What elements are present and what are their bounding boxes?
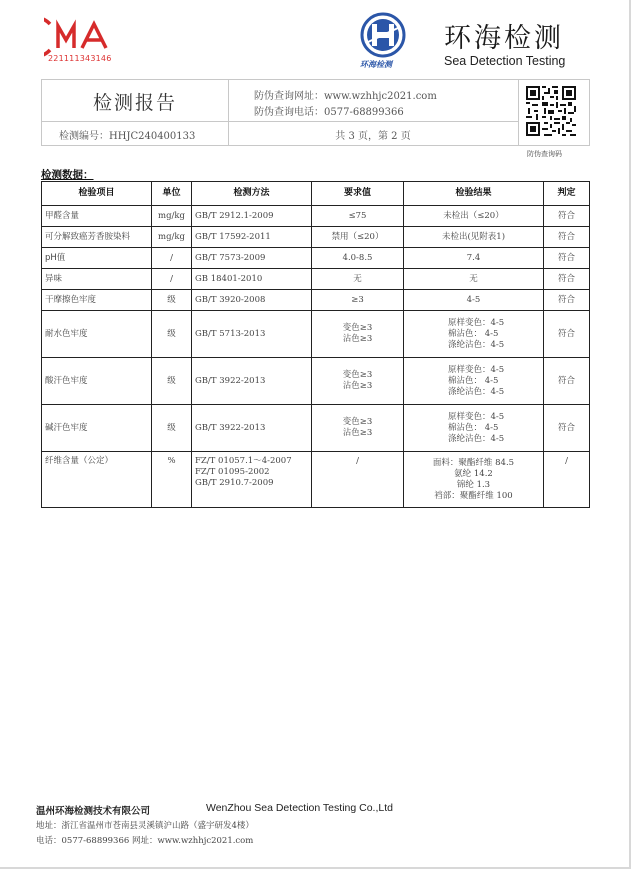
result-line: 涤纶沾色：4-5: [448, 386, 505, 397]
cma-certificate-number: 221111343146: [48, 54, 112, 63]
divider: [518, 80, 519, 145]
requirement-line: 变色≥3: [342, 370, 373, 380]
qr-code-icon: [526, 86, 576, 136]
requirement-line: 沾色≥3: [342, 428, 373, 438]
unit: 级: [152, 358, 192, 405]
report-title: 检测报告: [92, 92, 177, 114]
requirement: 4.0-8.5: [312, 248, 404, 269]
verify-url: 防伪查询网址：www.wzhhjc2021.com: [254, 91, 437, 102]
column-header: 检验结果: [404, 182, 544, 206]
table-row: [42, 311, 590, 358]
table-header-row: [42, 182, 590, 206]
requirement: [312, 405, 404, 452]
result: 未检出(见附表1): [404, 227, 544, 248]
brand-name-cn: 环海检测: [444, 23, 564, 54]
method: GB/T 3922-2013: [192, 405, 312, 452]
test-item: 纤维含量（公定）: [42, 452, 152, 508]
verdict: 符合: [544, 311, 590, 358]
unit: mg/kg: [152, 206, 192, 227]
brand-name-en: Sea Detection Testing: [444, 54, 566, 68]
result: [404, 311, 544, 358]
result-line: 裆部：聚酯纤维 100: [434, 490, 513, 501]
result: 未检出（≤20）: [404, 206, 544, 227]
footer-contact: 电话：0577-68899366 网址：www.wzhhjc2021.com: [36, 836, 254, 846]
verdict: 符合: [544, 248, 590, 269]
method: [192, 452, 312, 508]
requirement: /: [312, 452, 404, 508]
result-line: 原样变色：4-5: [448, 364, 505, 375]
table-row: [42, 269, 590, 290]
requirement-line: 沾色≥3: [342, 334, 373, 344]
footer-address: 地址：浙江省温州市苍南县灵溪镇沪山路（盛宇研发4楼）: [36, 821, 254, 831]
table-row: [42, 248, 590, 269]
result-line: 原样变色：4-5: [448, 317, 505, 328]
method: GB/T 3920-2008: [192, 290, 312, 311]
verdict: 符合: [544, 269, 590, 290]
test-item: 酸汗色牢度: [42, 358, 152, 405]
method: GB/T 5713-2013: [192, 311, 312, 358]
result: 无: [404, 269, 544, 290]
table-row: [42, 358, 590, 405]
result-line: 氨纶 14.2: [454, 468, 493, 479]
table-row: [42, 206, 590, 227]
result: [404, 452, 544, 508]
test-item: 甲醛含量: [42, 206, 152, 227]
test-item: 耐水色牢度: [42, 311, 152, 358]
requirement-line: 沾色≥3: [342, 381, 373, 391]
table-row: [42, 290, 590, 311]
method: GB/T 7573-2009: [192, 248, 312, 269]
result-line: 棉沾色： 4-5: [448, 328, 499, 339]
requirement: [312, 311, 404, 358]
verdict: 符合: [544, 358, 590, 405]
table-row: [42, 452, 590, 508]
method-line: GB/T 2910.7-2009: [195, 478, 274, 488]
verdict: /: [544, 452, 590, 508]
column-header: 要求值: [312, 182, 404, 206]
verdict: 符合: [544, 227, 590, 248]
result: [404, 405, 544, 452]
result: 7.4: [404, 248, 544, 269]
requirement: 无: [312, 269, 404, 290]
footer-company-cn: 温州环海检测技术有限公司: [36, 806, 151, 817]
result-line: 涤纶沾色：4-5: [448, 339, 505, 350]
column-header: 检验项目: [42, 182, 152, 206]
unit: 级: [152, 405, 192, 452]
requirement-line: 变色≥3: [342, 417, 373, 427]
table-row: [42, 227, 590, 248]
requirement: 禁用（≤20）: [312, 227, 404, 248]
method: GB/T 17592-2011: [192, 227, 312, 248]
verdict: 符合: [544, 206, 590, 227]
verdict: 符合: [544, 405, 590, 452]
result-line: 棉沾色： 4-5: [448, 422, 499, 433]
requirement: [312, 358, 404, 405]
result-line: 棉沾色： 4-5: [448, 375, 499, 386]
test-item: 碱汗色牢度: [42, 405, 152, 452]
method-line: FZ/T 01095-2002: [195, 467, 270, 477]
verdict: 符合: [544, 290, 590, 311]
unit: %: [152, 452, 192, 508]
column-header: 单位: [152, 182, 192, 206]
result-line: 原样变色：4-5: [448, 411, 505, 422]
test-item: 干摩擦色牢度: [42, 290, 152, 311]
unit: /: [152, 248, 192, 269]
test-item: pH值: [42, 248, 152, 269]
verify-phone: 防伪查询电话：0577-68899366: [254, 107, 404, 118]
unit: mg/kg: [152, 227, 192, 248]
test-item: 异味: [42, 269, 152, 290]
page-info: 共 3 页，第 2 页: [335, 131, 411, 142]
test-item: 可分解致癌芳香胺染料: [42, 227, 152, 248]
method-line: FZ/T 01057.1～4-2007: [195, 456, 292, 466]
result: 4-5: [404, 290, 544, 311]
qr-code-label: 防伪查询码: [527, 150, 562, 158]
unit: 级: [152, 290, 192, 311]
method: GB/T 2912.1-2009: [192, 206, 312, 227]
column-header: 判定: [544, 182, 590, 206]
result: [404, 358, 544, 405]
table-row: [42, 405, 590, 452]
unit: /: [152, 269, 192, 290]
result-line: 面料：聚酯纤维 84.5: [432, 457, 515, 468]
logo-script-text: 环海检测: [360, 59, 392, 69]
section-label: 检测数据：: [41, 169, 94, 181]
report-number: 检测编号：HHJC240400133: [59, 131, 196, 142]
requirement: ≤75: [312, 206, 404, 227]
footer-company-en: WenZhou Sea Detection Testing Co.,Ltd: [206, 802, 393, 814]
result-line: 锦纶 1.3: [456, 479, 491, 490]
result-line: 涤纶沾色：4-5: [448, 433, 505, 444]
unit: 级: [152, 311, 192, 358]
column-header: 检测方法: [192, 182, 312, 206]
requirement-line: 变色≥3: [342, 323, 373, 333]
method: GB 18401-2010: [192, 269, 312, 290]
test-data-table: [41, 181, 590, 508]
method: GB/T 3922-2013: [192, 358, 312, 405]
requirement: ≥3: [312, 290, 404, 311]
company-logo-icon: [358, 12, 408, 58]
divider: [42, 121, 518, 122]
report-header-box: [41, 79, 590, 146]
